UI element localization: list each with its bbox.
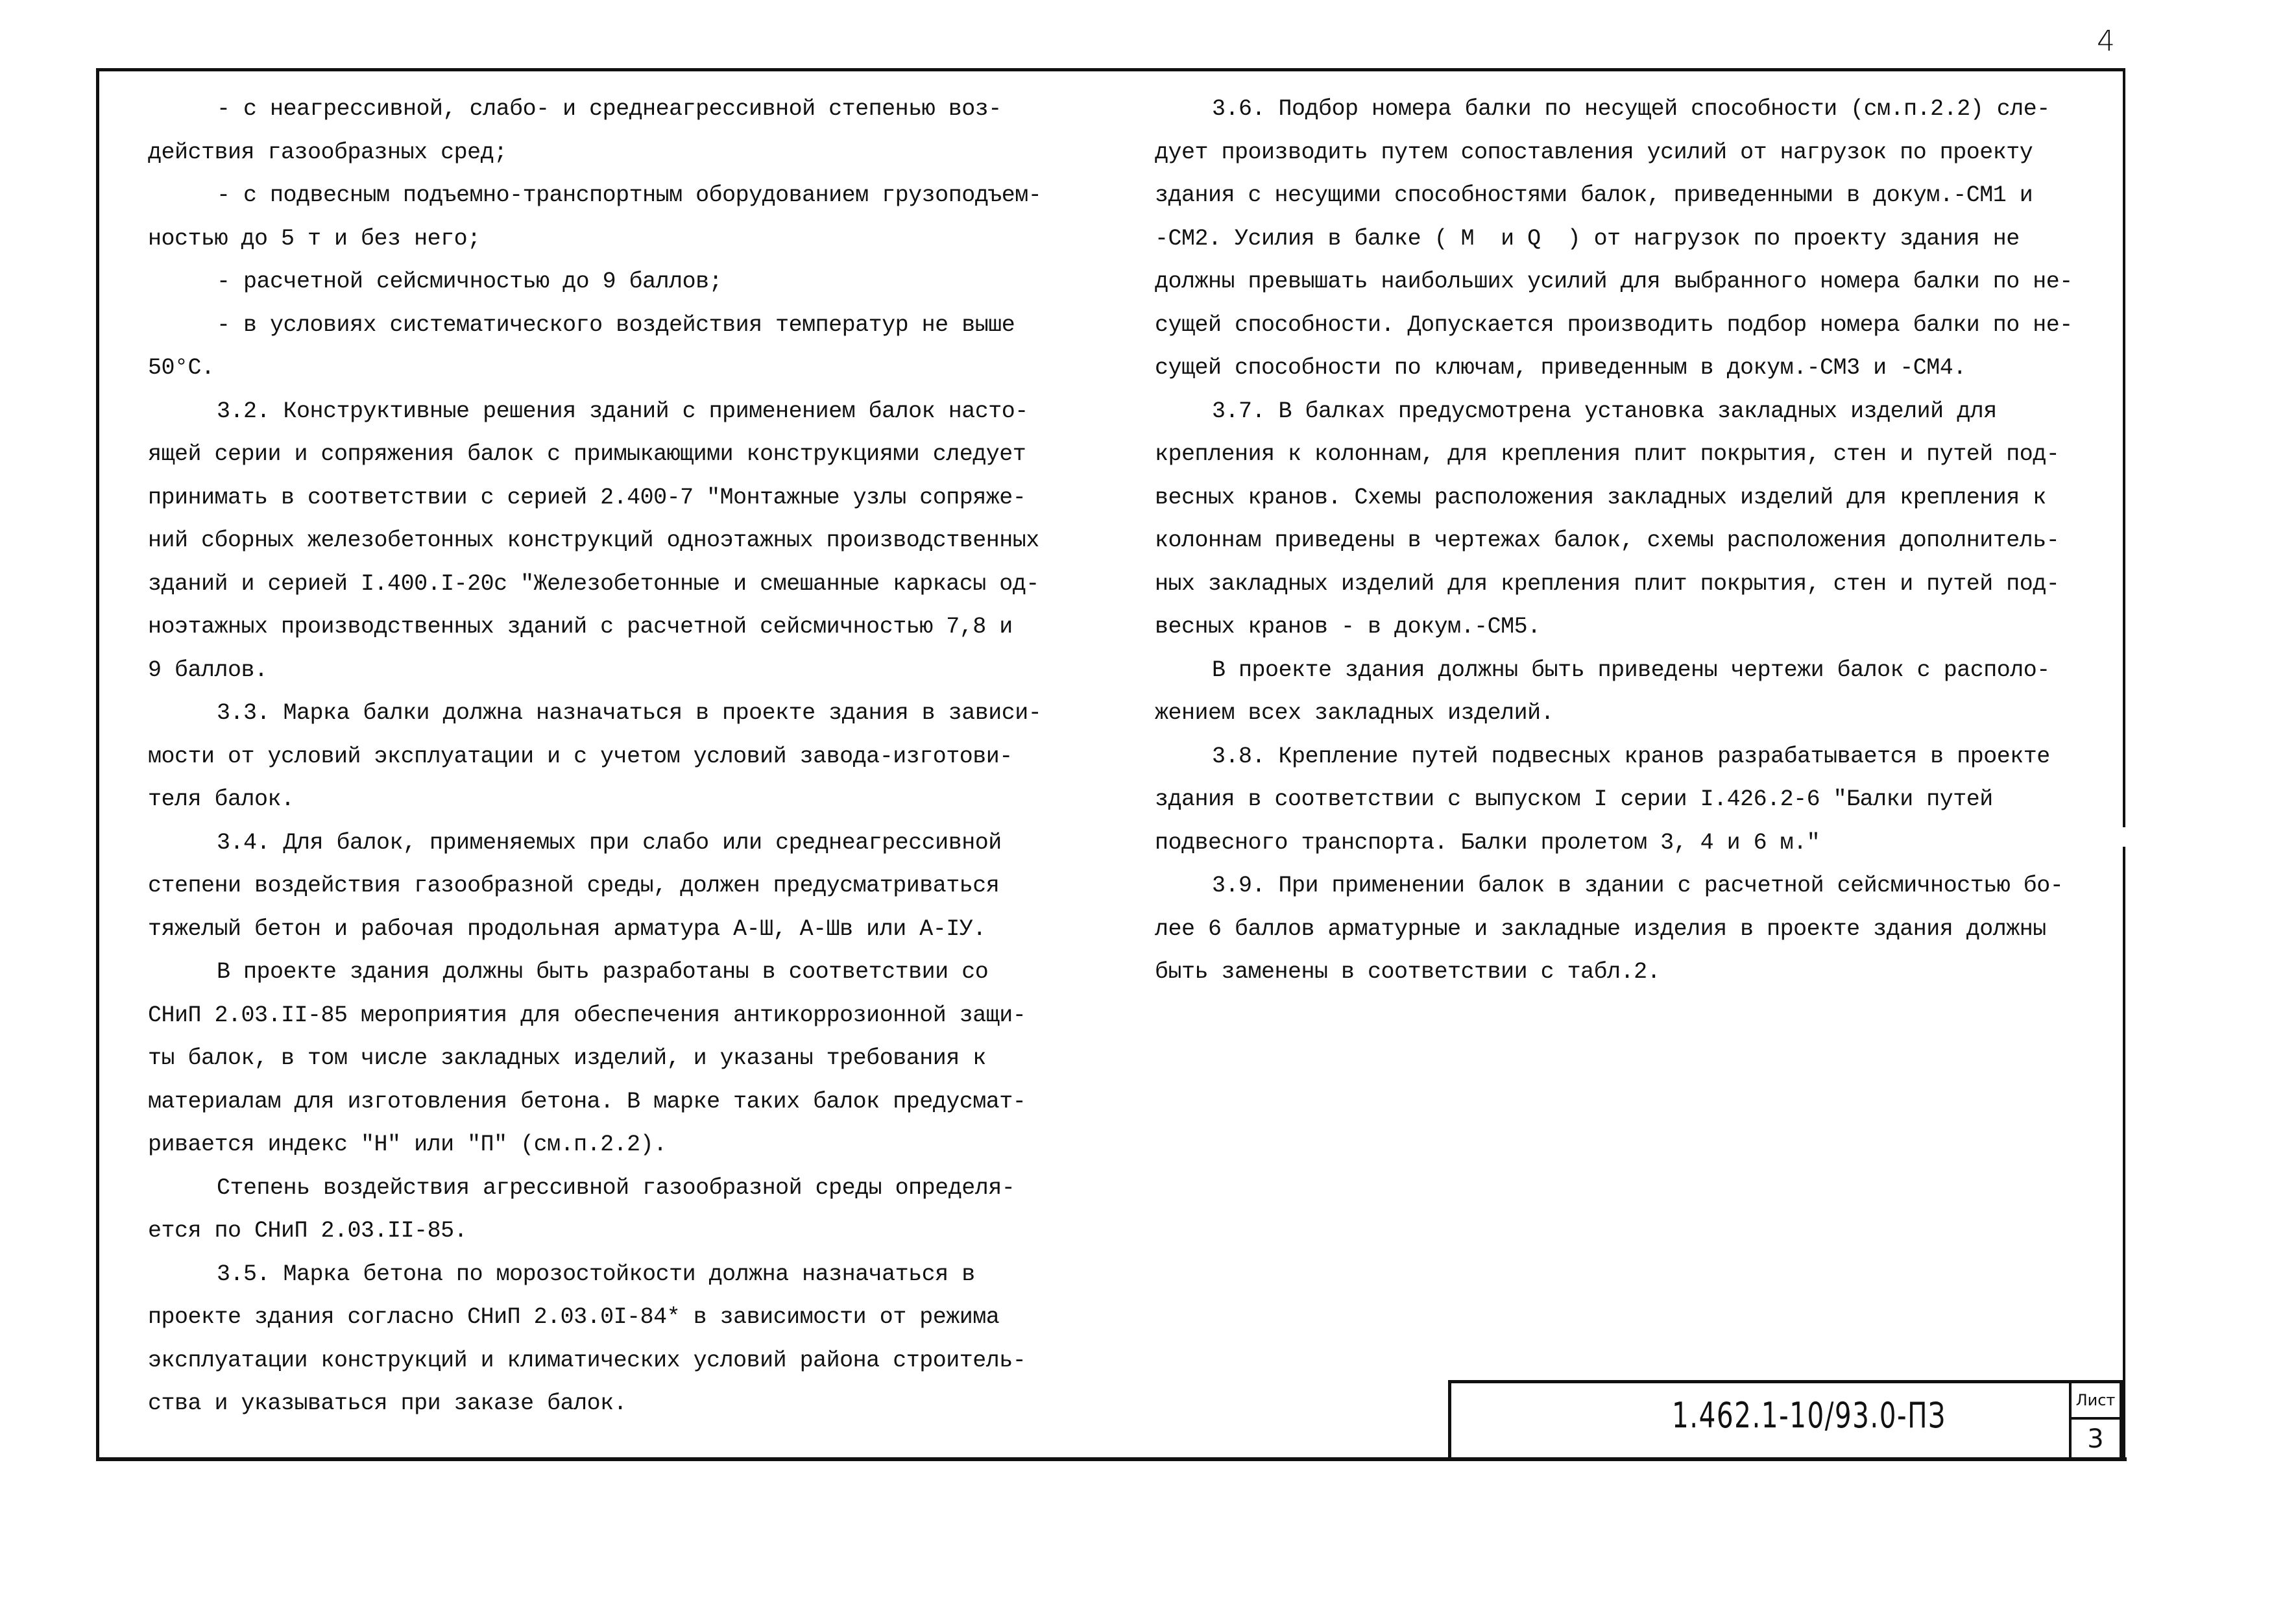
- text-line: - расчетной сейсмичностью до 9 баллов;: [217, 269, 723, 295]
- text-line: ноэтажных производственных зданий с расчетной сейсмичностью 7,8 и: [148, 614, 1013, 640]
- title-block: [1448, 1380, 2123, 1457]
- text-line: материалам для изготовления бетона. В марке таких балок предусмат-: [148, 1088, 1026, 1115]
- text-line: теля балок.: [148, 786, 295, 812]
- text-line: весных кранов - в докум.-СМ5.: [1155, 614, 1541, 640]
- text-line: подвесного транспорта. Балки пролетом 3, 4 и 6 м.": [1155, 829, 1820, 856]
- text-line: ящей серии и сопряжения балок с примыкающими конструкциями следует: [148, 441, 1026, 467]
- frame-border-right-lower: [2123, 847, 2125, 1460]
- text-line: дует производить путем сопоставления усилий от нагрузок по проекту: [1155, 139, 2033, 165]
- text-line: быть заменены в соответствии с табл.2.: [1155, 959, 1661, 985]
- text-line: мости от условий эксплуатации и с учетом условий завода-изготови-: [148, 743, 1013, 770]
- text-line: действия газообразных сред;: [148, 139, 507, 165]
- text-line: колоннам приведены в чертежах балок, схемы расположения дополнитель-: [1155, 527, 2060, 553]
- text-line: - с подвесным подъемно-транспортным оборудованием грузоподъем-: [217, 182, 1042, 208]
- frame-border-left: [96, 68, 99, 1460]
- text-line: крепления к колоннам, для крепления плит покрытия, стен и путей под-: [1155, 441, 2060, 467]
- text-line: здания в соответствии с выпуском I серии I.426.2-6 "Балки путей: [1155, 786, 1993, 812]
- text-line: 3.7. В балках предусмотрена установка закладных изделий для: [1212, 398, 1997, 424]
- text-line: должны превышать наибольших усилий для выбранного номера балки по не-: [1155, 269, 2073, 295]
- text-line: зданий и серией I.400.I-20с "Железобетонные и смешанные каркасы од-: [148, 570, 1039, 597]
- frame-border-top: [96, 68, 2125, 71]
- sheet-cell: [2069, 1383, 2120, 1460]
- text-line: сущей способности по ключам, приведенным в докум.-СМ3 и -СМ4.: [1155, 355, 1966, 381]
- text-line: ных закладных изделий для крепления плит покрытия, стен и путей под-: [1155, 570, 2060, 597]
- text-line: 3.2. Конструктивные решения зданий с применением балок насто-: [217, 398, 1028, 424]
- text-line: ства и указываться при заказе балок.: [148, 1390, 627, 1416]
- text-line: В проекте здания должны быть приведены чертежи балок с располо-: [1212, 657, 2050, 683]
- text-line: - в условиях систематического воздействия температур не выше: [217, 311, 1015, 338]
- text-line: СНиП 2.03.II-85 мероприятия для обеспечения антикоррозионной защи-: [148, 1002, 1026, 1028]
- text-line: 3.8. Крепление путей подвесных кранов разрабатывается в проекте: [1212, 743, 2050, 770]
- text-line: 3.3. Марка балки должна назначаться в проекте здания в зависи-: [217, 700, 1042, 726]
- text-line: В проекте здания должны быть разработаны в соответствии со: [217, 959, 989, 985]
- text-line: степени воздействия газообразной среды, должен предусматриваться: [148, 873, 1000, 899]
- text-line: принимать в соответствии с серией 2.400-7 "Монтажные узлы сопряже-: [148, 484, 1026, 511]
- text-line: ностью до 5 т и без него;: [148, 225, 481, 252]
- text-line: проекте здания согласно СНиП 2.03.0I-84* в зависимости от режима: [148, 1304, 1000, 1330]
- page-number: 4: [2097, 25, 2115, 58]
- text-line: сущей способности. Допускается производить подбор номера балки по не-: [1155, 311, 2073, 338]
- text-line: 3.9. При применении балок в здании с расчетной сейсмичностью бо-: [1212, 873, 2064, 899]
- text-line: тяжелый бетон и рабочая продольная арматура А-Ш, А-Шв или А-IУ.: [148, 915, 986, 942]
- text-line: здания с несущими способностями балок, приведенными в докум.-СМ1 и: [1155, 182, 2033, 208]
- text-line: лее 6 баллов арматурные и закладные изделия в проекте здания должны: [1155, 915, 2046, 942]
- text-line: 3.5. Марка бетона по морозостойкости должна назначаться в: [217, 1261, 975, 1287]
- text-line: весных кранов. Схемы расположения закладных изделий для крепления к: [1155, 484, 2046, 511]
- sheet-label: Лист: [2072, 1383, 2120, 1420]
- text-line: 3.6. Подбор номера балки по несущей способности (см.п.2.2) сле-: [1212, 96, 2050, 122]
- text-line: -СМ2. Усилия в балке ( М и Q ) от нагрузок по проекту здания не: [1155, 225, 2020, 252]
- frame-border-right: [2123, 68, 2125, 827]
- frame-border-bottom: [96, 1457, 2127, 1461]
- document-code: 1.462.1-10/93.0-ПЗ: [1672, 1395, 1946, 1436]
- text-line: жением всех закладных изделий.: [1155, 700, 1554, 726]
- text-line: Степень воздействия агрессивной газообразной среды определя-: [217, 1174, 1015, 1201]
- text-line: - с неагрессивной, слабо- и среднеагрессивной степенью воз-: [217, 96, 1002, 122]
- text-line: 50°С.: [148, 355, 215, 381]
- text-line: ривается индекс "Н" или "П" (см.п.2.2).: [148, 1132, 667, 1157]
- text-line: ется по СНиП 2.03.II-85.: [148, 1218, 468, 1244]
- text-line: эксплуатации конструкций и климатических условий района строитель-: [148, 1347, 1026, 1374]
- text-line: 9 баллов.: [148, 657, 268, 683]
- text-line: 3.4. Для балок, применяемых при слабо или среднеагрессивной: [217, 829, 1002, 856]
- text-line: ний сборных железобетонных конструкций одноэтажных производственных: [148, 527, 1039, 553]
- sheet-number: 3: [2087, 1424, 2104, 1454]
- text-line: ты балок, в том числе закладных изделий, и указаны требования к: [148, 1045, 986, 1071]
